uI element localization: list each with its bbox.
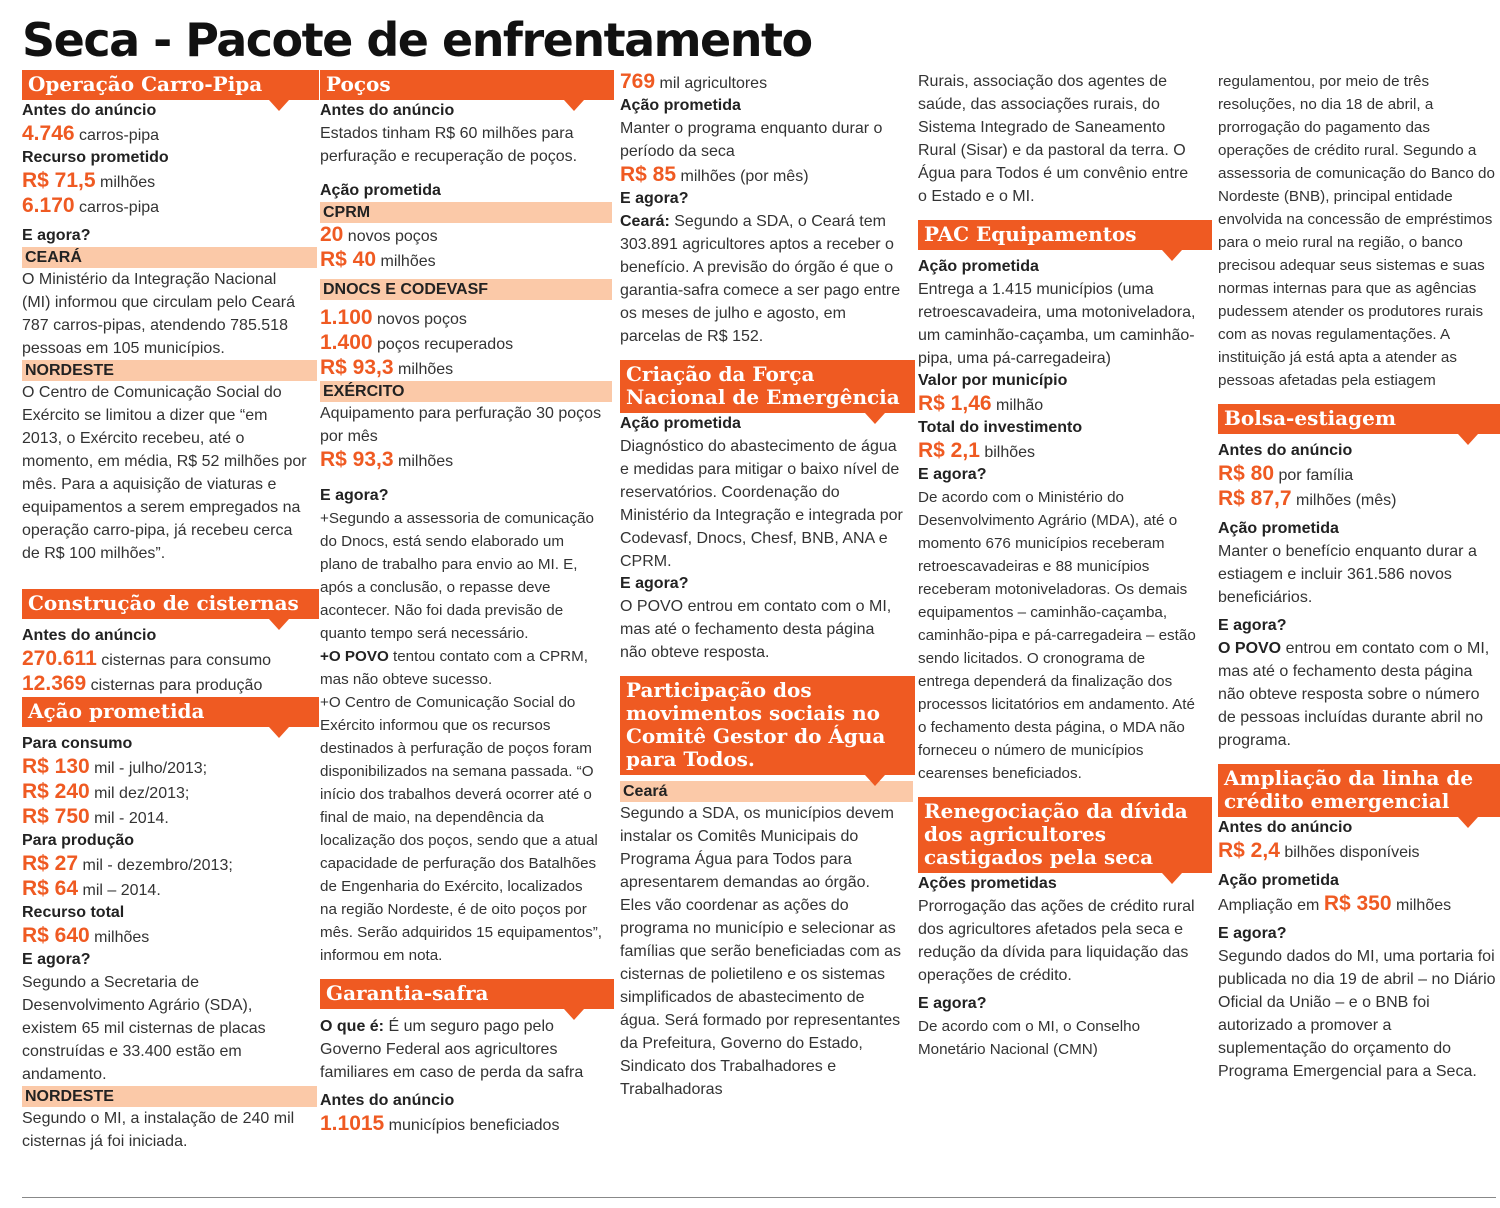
figure-number: R$ 640	[22, 924, 90, 947]
agency-bar: CPRM	[320, 202, 612, 223]
paragraph	[320, 1015, 602, 1084]
figure-text: mil - dezembro/2013;	[78, 857, 233, 874]
agency-bar: EXÉRCITO	[320, 381, 612, 402]
figure-text: mil agricultores	[655, 75, 768, 92]
paragraph: Segundo a SDA, os municípios devem instalar os Comitês Municipais do Programa Água para Todos para apresentarem demandas ao órgão. Eles vão coordenar as ações do programa no município e selecionar as famílias que serão beneficiadas com as cisternas de polietileno e os sistemas simplificados de abastecimento de água. Será formado por representantes da Prefeitura, Governo do Estado, Sindicato dos Trabalhadores e Trabalhadoras	[620, 805, 902, 1098]
figure-number: R$ 87,7	[1218, 487, 1292, 510]
paragraph: Manter o benefício enquanto durar a estiagem e incluir 361.586 novos beneficiários.	[1218, 543, 1477, 606]
paragraph: Estados tinham R$ 60 milhões para perfuração e recuperação de poços.	[320, 125, 578, 165]
label: Para consumo	[22, 735, 133, 752]
figure-line	[22, 805, 307, 830]
paragraph: O Centro de Comunicação Social do Exército se limitou a dizer que “em 2013, o Exército recebeu, até o momento, em média, R$ 52 milhões por mês. Para a aquisição de viaturas e equipamentos a serem empregados na operação carro-pipa, já recebeu cerca de R$ 100 milhões”.	[22, 384, 307, 562]
label: E agora?	[918, 995, 987, 1012]
figure-number: R$ 80	[1218, 462, 1275, 485]
figure-line	[22, 672, 307, 697]
region-bar: Ceará	[620, 781, 913, 802]
figure-line	[1218, 839, 1496, 864]
section-header-participacao: Participação dos movimentos sociais no Comitê Gestor do Água para Todos.	[620, 676, 915, 775]
figure-text: milhões	[393, 453, 454, 470]
bottom-rule	[22, 1197, 1496, 1198]
paragraph: De acordo com o Ministério do Desenvolvimento Agrário (MDA), até o momento 676 municípios receberam retroescavadeiras e 88 municípios receberam motoniveladoras. Os demais equipamentos – caminhão-caçamba, caminhão-pipa e pá-carregadeira – estão sendo licitados. O cronograma de entrega dependerá da finalização dos processos licitatórios em andamento. Até o fechamento desta página, o MDA não forneceu o número de municípios cearenses beneficiados.	[918, 489, 1196, 782]
figure-number: R$ 350	[1323, 892, 1392, 915]
figure-text: milhões	[393, 361, 454, 378]
figure-number: R$ 27	[22, 852, 79, 875]
figure-text: bilhões	[979, 444, 1036, 461]
label: E agora?	[620, 190, 689, 207]
figure-line	[320, 1112, 602, 1137]
figure-number: 6.170	[22, 194, 75, 217]
figure-line	[320, 448, 602, 473]
paragraph: Prorrogação das ações de crédito rural dos agricultores afetados pela seca e redução da dívida para liquidação das operações de crédito.	[918, 898, 1195, 984]
paragraph: O Ministério da Integração Nacional (MI) informou que circulam pelo Ceará 787 carros-pipas, atendendo 785.518 pessoas em 105 municípios.	[22, 271, 295, 357]
paragraph: De acordo com o MI, o Conselho Monetário Nacional (CMN)	[918, 1018, 1141, 1058]
paragraph: Segundo a Secretaria de Desenvolvimento Agrário (SDA), existem 65 mil cisternas de placas construídas e 33.400 estão em andamento.	[22, 974, 266, 1083]
section-header-linha-credito: Ampliação da linha de crédito emergencial	[1218, 764, 1500, 817]
figure-line	[22, 924, 307, 949]
figure-text: carros-pipa	[74, 199, 160, 216]
figure-number: 769	[620, 70, 656, 93]
figure-number: R$ 2,1	[918, 439, 980, 462]
label: Recurso total	[22, 904, 125, 921]
figure-number: 12.369	[22, 672, 87, 695]
figure-text: mil - julho/2013;	[89, 760, 208, 777]
figure-line	[1218, 462, 1496, 487]
paragraph-text: tentou contato com a CPRM, mas não obteve sucesso.	[320, 648, 589, 688]
label: Antes do anúncio	[1218, 442, 1353, 459]
figure-number: R$ 40	[320, 248, 377, 271]
figure-number: R$ 93,3	[320, 356, 394, 379]
column-4	[918, 70, 1200, 1061]
figure-line	[22, 647, 307, 672]
paragraph-text: entrou em contato com o MI, mas até o fechamento desta página não obteve resposta sobre o número de pessoas incluídas durante abril no programa.	[1218, 640, 1490, 749]
figure-number: R$ 93,3	[320, 448, 394, 471]
label: Antes do anúncio	[320, 102, 455, 119]
paragraph: regulamentou, por meio de três resoluções, no dia 18 de abril, a prorrogação do pagamento das operações de crédito rural. Segundo a assessoria de comunicação do Banco do Nordeste (BNB), principal entidade envolvida na concessão de empréstimos para o meio rural na região, o banco precisou adequar seus sistemas e suas normas internas para que as agências pudessem atender os produtores rurais com as novas regulamentações. A instituição já está apta a atender as pessoas afetadas pela estiagem	[1218, 73, 1495, 389]
figure-number: 1.1015	[320, 1112, 385, 1135]
figure-line	[22, 877, 307, 902]
figure-line	[22, 169, 307, 194]
figure-line	[22, 755, 307, 780]
label: E agora?	[620, 575, 689, 592]
figure-line	[320, 248, 602, 273]
figure-line	[320, 331, 602, 356]
agency-bar: DNOCS E CODEVASF	[320, 279, 612, 300]
paragraph	[1218, 637, 1496, 752]
figure-text: milhões (mês)	[1291, 492, 1397, 509]
figure-number: R$ 130	[22, 755, 90, 778]
bold-lead: O POVO	[1218, 640, 1282, 657]
paragraph: Entrega a 1.415 municípios (uma retroescavadeira, uma motoniveladora, um caminhão-caçamba, um caminhão-pipa, uma pá-carregadeira)	[918, 281, 1196, 367]
section-header-renegociacao: Renegociação da dívida dos agricultores castigados pela seca	[918, 797, 1212, 873]
region-bar: CEARÁ	[22, 247, 317, 268]
figure-text: milhões	[95, 174, 156, 191]
paragraph: Segundo o MI, a instalação de 240 mil cisternas já foi iniciada.	[22, 1110, 295, 1150]
figure-line	[22, 122, 307, 147]
paragraph: Rurais, associação dos agentes de saúde, das associações rurais, do Sistema Integrado de Saneamento Rural (Sisar) e da pastoral da terra. O Água para Todos é um convênio entre o Estado e o MI.	[918, 73, 1189, 205]
figure-line	[620, 70, 903, 95]
section-header-bolsa-estiagem: Bolsa-estiagem	[1218, 404, 1500, 434]
section-header-acao-prometida: Ação prometida	[22, 697, 319, 727]
region-bar: NORDESTE	[22, 360, 317, 381]
figure-line	[320, 356, 602, 381]
label: Para produção	[22, 832, 135, 849]
figure-text: bilhões disponíveis	[1279, 844, 1420, 861]
column-3	[620, 70, 903, 1101]
region-bar: NORDESTE	[22, 1086, 317, 1107]
figure-number: 1.400	[320, 331, 373, 354]
label: Ação prometida	[320, 182, 441, 199]
label: E agora?	[1218, 925, 1287, 942]
figure-text: poços recuperados	[372, 336, 514, 353]
figure-text: cisternas para consumo	[96, 652, 272, 669]
figure-text: milhão	[991, 397, 1044, 414]
figure-number: R$ 240	[22, 780, 90, 803]
bold-lead: Ceará:	[620, 213, 670, 230]
figure-text: mil – 2014.	[78, 882, 161, 899]
label: Ações prometidas	[918, 875, 1057, 892]
figure-number: R$ 2,4	[1218, 839, 1280, 862]
figure-line	[320, 306, 602, 331]
paragraph-text: Segundo a SDA, o Ceará tem 303.891 agricultores aptos a receber o benefício. A previsão do órgão é que o garantia-safra comece a ser pago entre os meses de julho e agosto, em parcelas de R$ 152.	[620, 213, 901, 345]
figure-number: 20	[320, 223, 344, 246]
label: Ação prometida	[1218, 872, 1339, 889]
label: Valor por município	[918, 372, 1068, 389]
paragraph: O POVO entrou em contato com o MI, mas até o fechamento desta página não obteve resposta.	[620, 598, 892, 661]
label: E agora?	[320, 487, 389, 504]
figure-line	[620, 163, 903, 188]
figure-number: R$ 71,5	[22, 169, 96, 192]
paragraph: +O Centro de Comunicação Social do Exército informou que os recursos destinados à perfuração de poços foram disponibilizados na semana passada. “O início dos trabalhos deverá ocorrer até o final de maio, na dependência da localização dos poços, sendo que a atual capacidade de perfuração dos Batalhões de Engenharia do Exército, localizados na região Nordeste, é de oito poços por mês. Serão adquiridos 15 equipamentos”, informou em nota.	[320, 694, 602, 964]
label: Total do investimento	[918, 419, 1083, 436]
paragraph: Diagnóstico do abastecimento de água e medidas para mitigar o baixo nível de reservatórios. Coordenação do Ministério da Integração e integrada por Codevasf, Dnocs, Chesf, BNB, ANA e CPRM.	[620, 438, 903, 570]
paragraph: Segundo dados do MI, uma portaria foi publicada no dia 19 de abril – no Diário Oficial da União – e o BNB foi autorizado a promover a suplementação do orçamento do Programa Emergencial para a Seca.	[1218, 948, 1496, 1080]
figure-text: por família	[1274, 467, 1354, 484]
section-header-pac-equipamentos: PAC Equipamentos	[918, 220, 1212, 250]
figure-number: R$ 1,46	[918, 392, 992, 415]
label: Antes do anúncio	[320, 1092, 455, 1109]
figure-line	[320, 223, 602, 248]
paragraph: Aquipamento para perfuração 30 poços por mês	[320, 405, 602, 445]
figure-line	[918, 392, 1200, 417]
figure-text: carros-pipa	[74, 127, 160, 144]
figure-text: mil dez/2013;	[89, 785, 190, 802]
figure-text: novos poços	[343, 228, 438, 245]
label: Recurso prometido	[22, 149, 169, 166]
section-header-carro-pipa: Operação Carro-Pipa	[22, 70, 319, 100]
figure-text: milhões	[1391, 897, 1452, 914]
column-5	[1218, 70, 1496, 1083]
paragraph: Manter o programa enquanto durar o período da seca	[620, 120, 883, 160]
label: Ação prometida	[620, 415, 741, 432]
section-header-garantia-safra: Garantia-safra	[320, 979, 614, 1009]
label: Ação prometida	[620, 97, 741, 114]
figure-number: R$ 750	[22, 805, 90, 828]
figure-number: R$ 85	[620, 163, 677, 186]
label: Ação prometida	[918, 258, 1039, 275]
figure-text: novos poços	[372, 311, 467, 328]
column-2	[320, 70, 602, 1137]
figure-number: 270.611	[22, 647, 97, 670]
label: Antes do anúncio	[1218, 819, 1353, 836]
figure-number: R$ 64	[22, 877, 79, 900]
column-1	[22, 70, 307, 1153]
figure-text: milhões	[376, 253, 436, 270]
paragraph: +Segundo a assessoria de comunicação do Dnocs, está sendo elaborado um plano de trabalho para envio ao MI. E, após a conclusão, o repasse deve acontecer. Não foi dada previsão de quanto tempo será necessário.	[320, 510, 594, 642]
page-title: Seca - Pacote de enfrentamento	[22, 13, 812, 67]
figure-text: milhões	[89, 929, 150, 946]
figure-number: 1.100	[320, 306, 373, 329]
figure-line	[1218, 892, 1496, 917]
section-header-forca-nacional: Criação da Força Nacional de Emergência	[620, 360, 915, 413]
label: E agora?	[22, 951, 91, 968]
bold-lead: O que é:	[320, 1018, 385, 1035]
figure-text: milhões (por mês)	[676, 168, 809, 185]
section-header-pocos: Poços	[320, 70, 614, 100]
label: E agora?	[1218, 617, 1287, 634]
figure-text: cisternas para produção	[86, 677, 263, 694]
figure-line	[22, 852, 307, 877]
label: E agora?	[22, 227, 91, 244]
figure-text: municípios beneficiados	[384, 1117, 560, 1134]
figure-line	[22, 780, 307, 805]
figure-number: 4.746	[22, 122, 75, 145]
section-header-cisternas: Construção de cisternas	[22, 589, 319, 619]
figure-line	[1218, 487, 1496, 512]
label: Antes do anúncio	[22, 102, 157, 119]
figure-line	[22, 194, 307, 219]
bold-lead: +O POVO	[320, 648, 389, 665]
figure-text: mil - 2014.	[89, 810, 169, 827]
label: E agora?	[918, 466, 987, 483]
paragraph	[320, 645, 602, 691]
label: Ação prometida	[1218, 520, 1339, 537]
figure-line	[918, 439, 1200, 464]
paragraph	[620, 210, 903, 348]
paragraph-text: É um seguro pago pelo Governo Federal aos agricultores familiares em caso de perda da safra	[320, 1018, 584, 1081]
label: Antes do anúncio	[22, 627, 157, 644]
figure-text: Ampliação em	[1218, 897, 1324, 914]
